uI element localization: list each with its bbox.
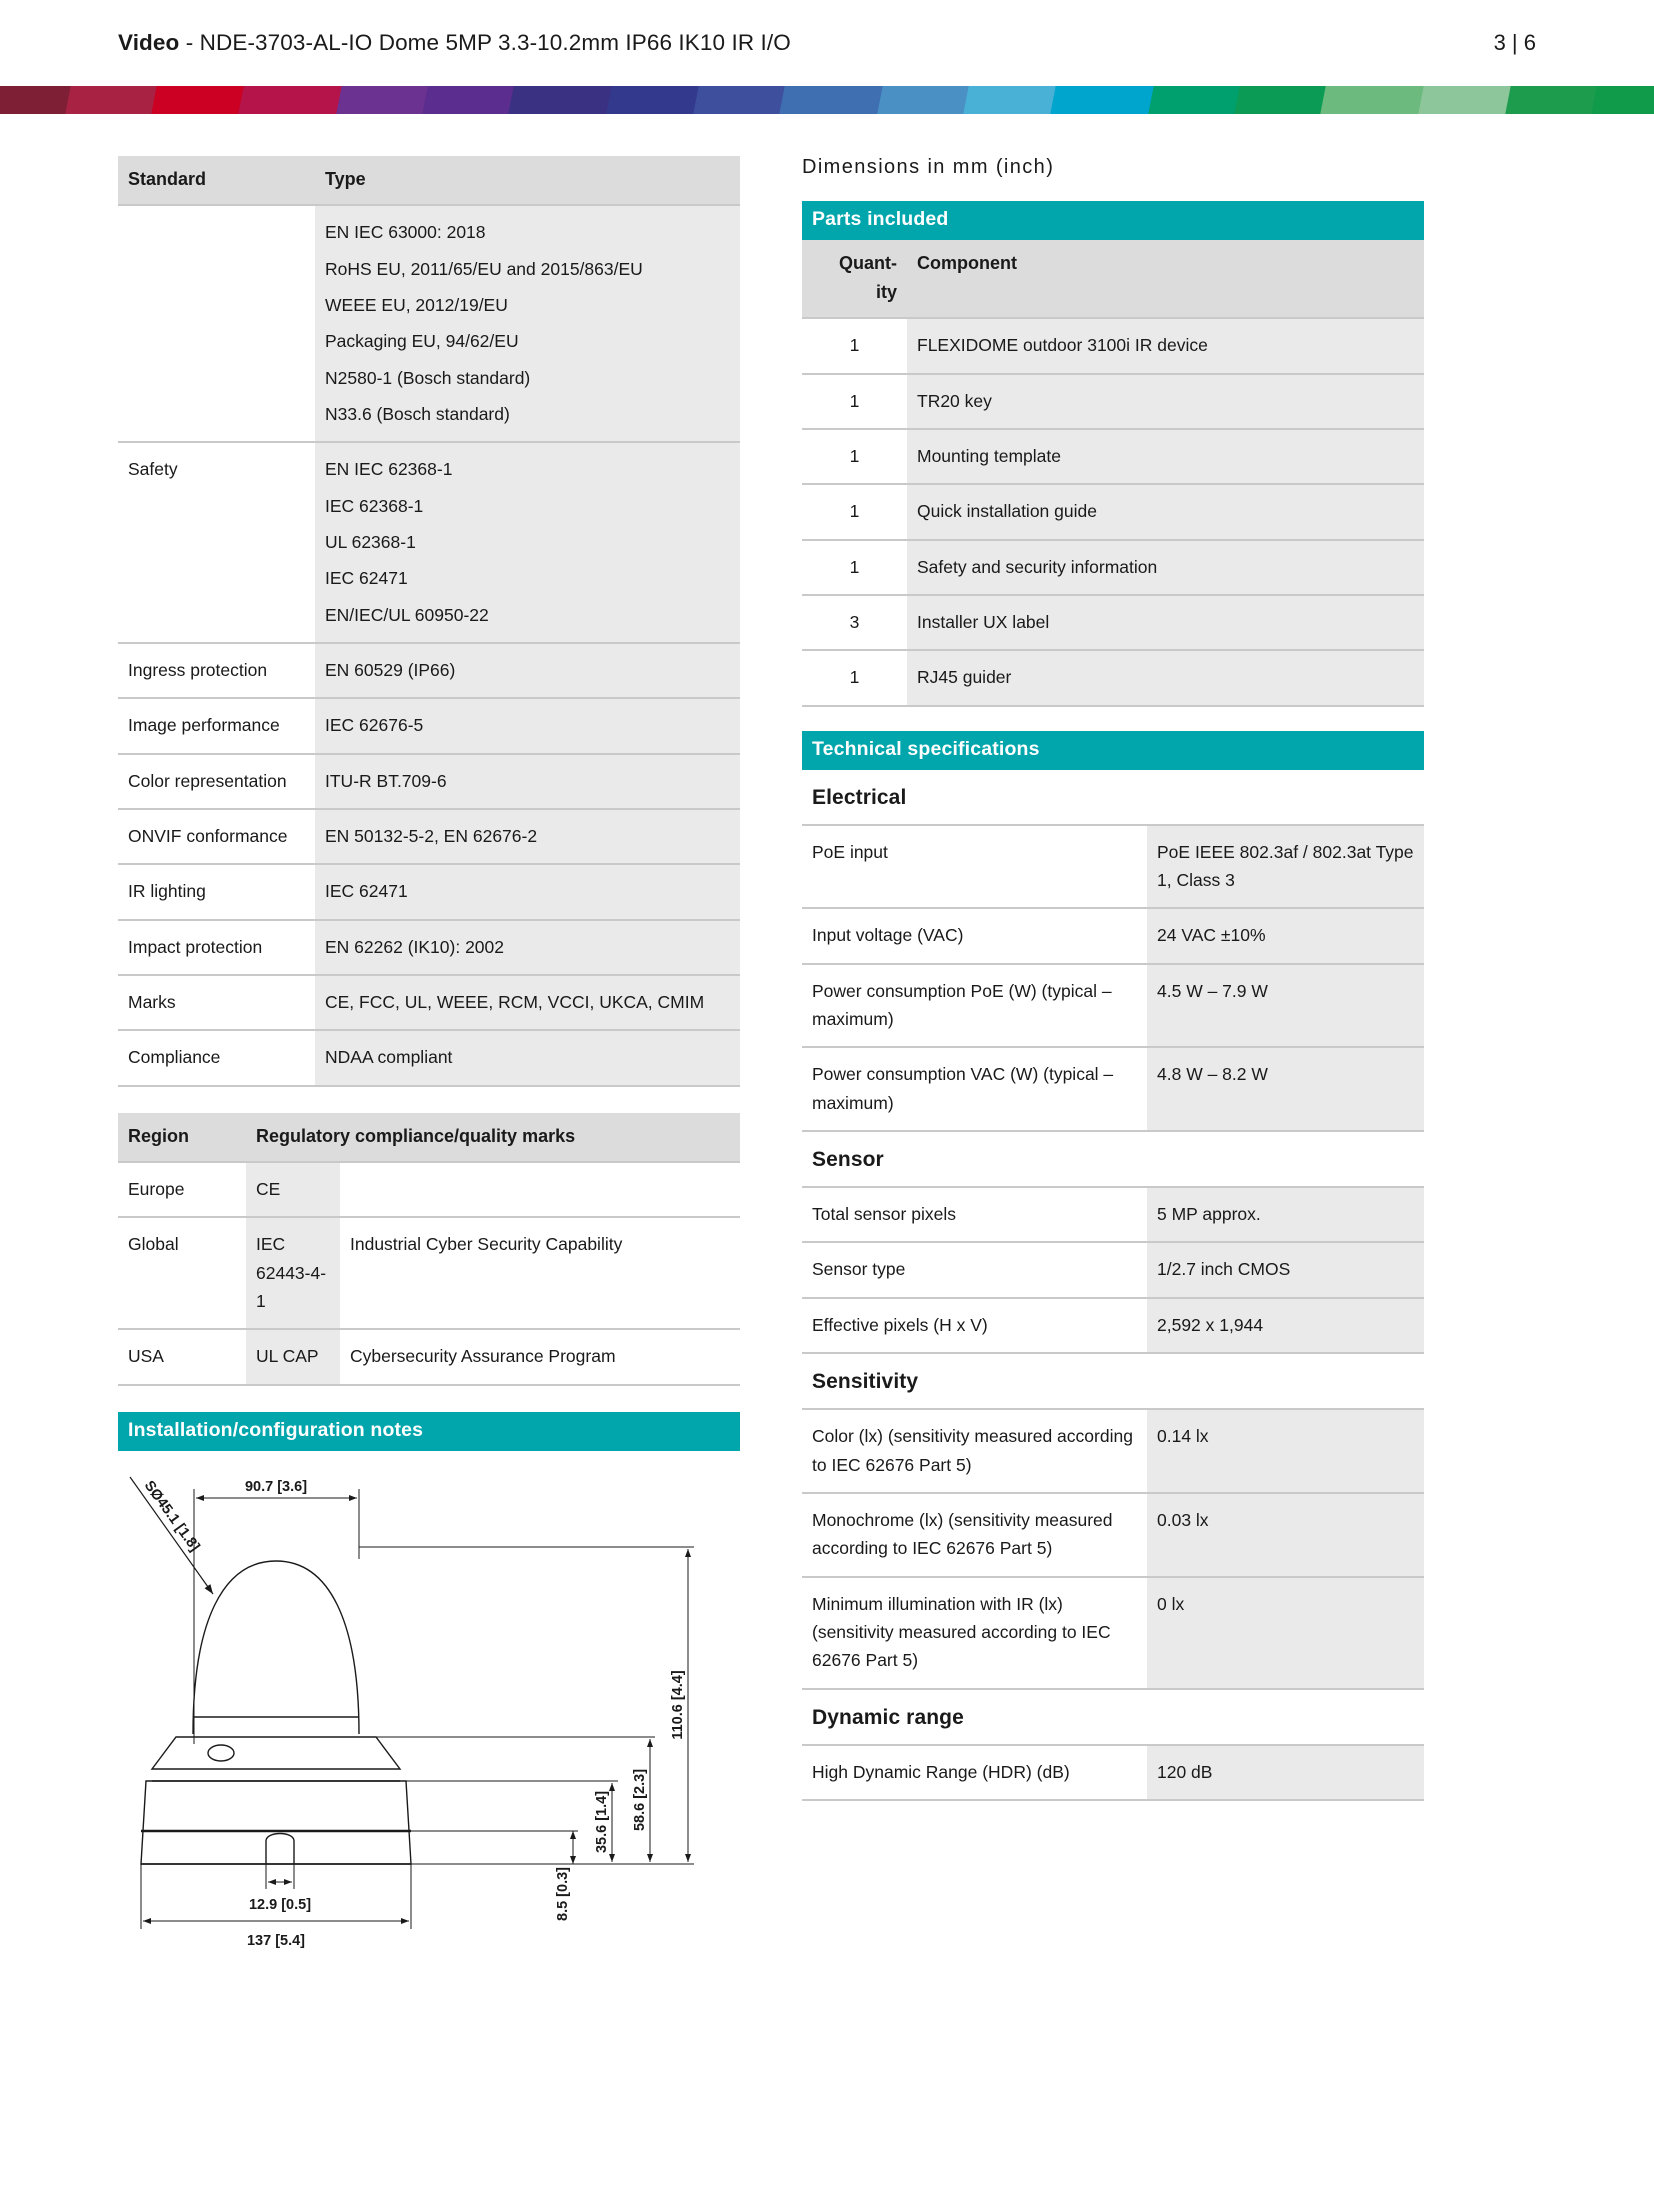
region-cell: Global <box>118 1217 246 1329</box>
spec-value-cell: 0.03 lx <box>1147 1493 1424 1577</box>
header-separator: - <box>179 30 200 55</box>
standard-type-line: WEEE EU, 2012/19/EU <box>325 294 508 315</box>
standards-col-header-standard: Standard <box>118 156 315 205</box>
parts-col-header-quantity <box>802 240 907 318</box>
standard-cell: IR lighting <box>118 864 315 919</box>
standard-type-line: ITU-R BT.709-6 <box>325 770 447 791</box>
spec-label-cell: Power consumption VAC (W) (typical – maximum) <box>802 1047 1147 1131</box>
standard-type-line: EN 60529 (IP66) <box>325 659 456 680</box>
table-row <box>118 442 740 643</box>
table-row <box>802 650 1424 705</box>
region-col-header-compliance: Regulatory compliance/quality marks <box>246 1113 740 1162</box>
standard-type-line: IEC 62471 <box>325 881 408 902</box>
dim-base-offset-label: 8.5 [0.3] <box>555 1866 571 1921</box>
color-bar-segment <box>1504 86 1600 114</box>
table-row <box>802 318 1424 373</box>
dim-total-height-label: 110.6 [4.4] <box>670 1669 686 1740</box>
spec-value-cell: 5 MP approx. <box>1147 1187 1424 1242</box>
technical-sections <box>802 770 1424 1801</box>
part-component-cell: Quick installation guide <box>907 484 1424 539</box>
table-row <box>802 540 1424 595</box>
section-heading: Sensor <box>812 1148 884 1172</box>
dim-mid-height-label: 35.6 [1.4] <box>594 1790 610 1853</box>
standard-type-line: N2580-1 (Bosch standard) <box>325 367 531 388</box>
spec-table <box>802 824 1424 1132</box>
table-row <box>802 825 1424 909</box>
spec-table <box>802 1186 1424 1354</box>
table-row <box>802 1187 1424 1242</box>
table-row <box>118 643 740 698</box>
color-bar-segment <box>151 86 247 114</box>
region-col-header-region: Region <box>118 1113 246 1162</box>
spec-label-cell: Power consumption PoE (W) (typical – maximum) <box>802 964 1147 1048</box>
page-header <box>0 0 1654 86</box>
standards-table-header-row <box>118 156 740 205</box>
standard-type-cell <box>315 754 740 809</box>
standard-cell: Color representation <box>118 754 315 809</box>
table-row <box>118 1162 740 1217</box>
page-number: 3 | 6 <box>1493 30 1536 55</box>
standard-type-line: CE, FCC, UL, WEEE, RCM, VCCI, UKCA, CMIM <box>325 992 705 1012</box>
region-cell: Europe <box>118 1162 246 1217</box>
standard-type-line: UL 62368-1 <box>325 531 416 552</box>
table-row <box>118 698 740 753</box>
section-heading: Electrical <box>812 785 907 809</box>
table-row <box>118 754 740 809</box>
spec-value-cell: 1/2.7 inch CMOS <box>1147 1242 1424 1297</box>
region-description-cell <box>340 1162 740 1217</box>
standard-type-line: N33.6 (Bosch standard) <box>325 403 510 424</box>
standard-cell: ONVIF conformance <box>118 809 315 864</box>
table-row <box>802 1409 1424 1493</box>
dim-body-height-label: 58.6 [2.3] <box>632 1768 648 1831</box>
section-heading: Dynamic range <box>812 1705 964 1729</box>
spec-value-cell: 4.8 W – 8.2 W <box>1147 1047 1424 1131</box>
spec-value-cell: 0.14 lx <box>1147 1409 1424 1493</box>
color-bar-segment <box>237 86 345 114</box>
part-component-cell: Safety and security information <box>907 540 1424 595</box>
table-row <box>802 1242 1424 1297</box>
table-row <box>118 809 740 864</box>
spec-table <box>802 1744 1424 1801</box>
standard-cell <box>118 205 315 442</box>
region-mark-cell: CE <box>246 1162 340 1217</box>
table-row <box>802 429 1424 484</box>
product-title: NDE-3703-AL-IO Dome 5MP 3.3-10.2mm IP66 IK10 IR I/O <box>199 30 791 55</box>
region-mark-cell: UL CAP <box>246 1329 340 1384</box>
parts-col-header-quantity-line1: Quant- <box>839 253 897 273</box>
spec-value-cell: 2,592 x 1,944 <box>1147 1298 1424 1353</box>
table-row <box>118 920 740 975</box>
color-bar-segment <box>421 86 517 114</box>
dim-sphere-diameter-label: SØ45.1 [1.8] <box>140 1477 203 1555</box>
standard-type-cell <box>315 920 740 975</box>
dim-base-width-label: 137 [5.4] <box>246 1932 306 1949</box>
part-component-cell: Mounting template <box>907 429 1424 484</box>
table-row <box>802 964 1424 1048</box>
spec-label-cell: Input voltage (VAC) <box>802 908 1147 963</box>
spec-label-cell: Effective pixels (H x V) <box>802 1298 1147 1353</box>
spec-value-cell: 4.5 W – 7.9 W <box>1147 964 1424 1048</box>
color-bar-segment <box>507 86 615 114</box>
part-quantity-cell: 1 <box>802 374 907 429</box>
spec-value-cell: 120 dB <box>1147 1745 1424 1800</box>
brand-label: Video <box>118 30 180 55</box>
standard-type-line: EN IEC 63000: 2018 <box>325 222 486 243</box>
standard-cell: Marks <box>118 975 315 1030</box>
table-row <box>802 1577 1424 1689</box>
dimension-drawing <box>118 1469 740 1949</box>
left-column <box>118 156 740 1949</box>
standard-type-line: EN IEC 62368-1 <box>325 459 453 480</box>
spec-table <box>802 1408 1424 1689</box>
table-row <box>802 595 1424 650</box>
brand-color-bar <box>0 86 1654 114</box>
standard-type-line: EN/IEC/UL 60950-22 <box>325 604 489 625</box>
color-bar-segment <box>876 86 972 114</box>
standard-type-cell <box>315 975 740 1030</box>
table-row <box>802 908 1424 963</box>
standard-type-cell <box>315 643 740 698</box>
standards-table <box>118 156 740 1087</box>
standards-col-header-type: Type <box>315 156 740 205</box>
spec-label-cell: PoE input <box>802 825 1147 909</box>
parts-included-bar: Parts included <box>802 201 1424 240</box>
standard-type-line: IEC 62368-1 <box>325 495 424 516</box>
table-row <box>802 374 1424 429</box>
color-bar-segment <box>0 86 74 114</box>
standard-type-line: EN 62262 (IK10): 2002 <box>325 936 505 957</box>
part-component-cell: RJ45 guider <box>907 650 1424 705</box>
spec-value-cell: 0 lx <box>1147 1577 1424 1689</box>
right-column <box>802 156 1424 1801</box>
dim-notch-width-label: 12.9 [0.5] <box>248 1896 312 1913</box>
spec-label-cell: Total sensor pixels <box>802 1187 1147 1242</box>
part-quantity-cell: 1 <box>802 650 907 705</box>
standard-cell: Ingress protection <box>118 643 315 698</box>
color-bar-segment <box>1147 86 1243 114</box>
spec-label-cell: Monochrome (lx) (sensitivity measured according to IEC 62676 Part 5) <box>802 1493 1147 1577</box>
spec-value-cell: PoE IEEE 802.3af / 802.3at Type 1, Class 3 <box>1147 825 1424 909</box>
table-row <box>802 1047 1424 1131</box>
standard-type-line: EN 50132-5-2, EN 62676-2 <box>325 825 538 846</box>
region-description-cell: Industrial Cyber Security Capability <box>340 1217 740 1329</box>
standard-type-line: IEC 62676-5 <box>325 715 424 736</box>
standard-cell: Image performance <box>118 698 315 753</box>
table-row <box>118 864 740 919</box>
section-heading: Sensitivity <box>812 1370 919 1394</box>
table-row <box>118 205 740 442</box>
standard-type-line: NDAA compliant <box>325 1047 453 1068</box>
color-bar-segment <box>1049 86 1157 114</box>
header-title <box>118 30 791 56</box>
color-bar-segment <box>606 86 702 114</box>
spec-label-cell: Color (lx) (sensitivity measured according to IEC 62676 Part 5) <box>802 1409 1147 1493</box>
color-bar-segment <box>692 86 788 114</box>
part-component-cell: TR20 key <box>907 374 1424 429</box>
parts-col-header-component: Component <box>907 240 1424 318</box>
table-row <box>802 1745 1424 1800</box>
part-component-cell: FLEXIDOME outdoor 3100i IR device <box>907 318 1424 373</box>
region-table <box>118 1113 740 1386</box>
standard-type-line: Packaging EU, 94/62/EU <box>325 331 519 352</box>
dim-top-width-label: 90.7 [3.6] <box>244 1478 308 1495</box>
spec-label-cell: Sensor type <box>802 1242 1147 1297</box>
color-bar-segment <box>64 86 160 114</box>
spec-label-cell: High Dynamic Range (HDR) (dB) <box>802 1745 1147 1800</box>
part-quantity-cell: 1 <box>802 429 907 484</box>
part-quantity-cell: 1 <box>802 318 907 373</box>
color-bar-segment <box>1233 86 1329 114</box>
table-row <box>118 1030 740 1085</box>
spec-value-cell: 24 VAC ±10% <box>1147 908 1424 963</box>
region-cell: USA <box>118 1329 246 1384</box>
standard-cell: Compliance <box>118 1030 315 1085</box>
technical-specifications-bar: Technical specifications <box>802 731 1424 770</box>
region-table-header-row <box>118 1113 740 1162</box>
region-mark-cell: IEC 62443-4-1 <box>246 1217 340 1329</box>
color-bar-segment <box>1590 86 1654 114</box>
color-bar-segment <box>1319 86 1427 114</box>
standard-cell: Safety <box>118 442 315 643</box>
standard-type-line: RoHS EU, 2011/65/EU and 2015/863/EU <box>325 258 643 279</box>
table-row <box>118 1217 740 1329</box>
standard-cell: Impact protection <box>118 920 315 975</box>
part-quantity-cell: 1 <box>802 540 907 595</box>
dimensions-note: Dimensions in mm (inch) <box>802 156 1055 178</box>
color-bar-segment <box>962 86 1058 114</box>
part-quantity-cell: 1 <box>802 484 907 539</box>
parts-col-header-quantity-line2: ity <box>875 282 897 303</box>
standard-type-cell <box>315 864 740 919</box>
standard-type-cell <box>315 698 740 753</box>
table-row <box>118 975 740 1030</box>
standard-type-line: IEC 62471 <box>325 568 408 589</box>
parts-table-header-row <box>802 240 1424 318</box>
color-bar-segment <box>1417 86 1513 114</box>
table-row <box>118 1329 740 1384</box>
part-quantity-cell: 3 <box>802 595 907 650</box>
table-row <box>802 1493 1424 1577</box>
table-row <box>802 1298 1424 1353</box>
standard-type-cell <box>315 1030 740 1085</box>
standard-type-cell <box>315 442 740 643</box>
spec-label-cell: Minimum illumination with IR (lx) (sensitivity measured according to IEC 62676 Part 5) <box>802 1577 1147 1689</box>
region-description-cell: Cybersecurity Assurance Program <box>340 1329 740 1384</box>
content-area <box>0 114 1654 1949</box>
standard-type-cell <box>315 809 740 864</box>
color-bar-segment <box>335 86 431 114</box>
table-row <box>802 484 1424 539</box>
installation-notes-bar: Installation/configuration notes <box>118 1412 740 1451</box>
parts-included-table <box>802 240 1424 707</box>
part-component-cell: Installer UX label <box>907 595 1424 650</box>
color-bar-segment <box>778 86 886 114</box>
standard-type-cell <box>315 205 740 442</box>
